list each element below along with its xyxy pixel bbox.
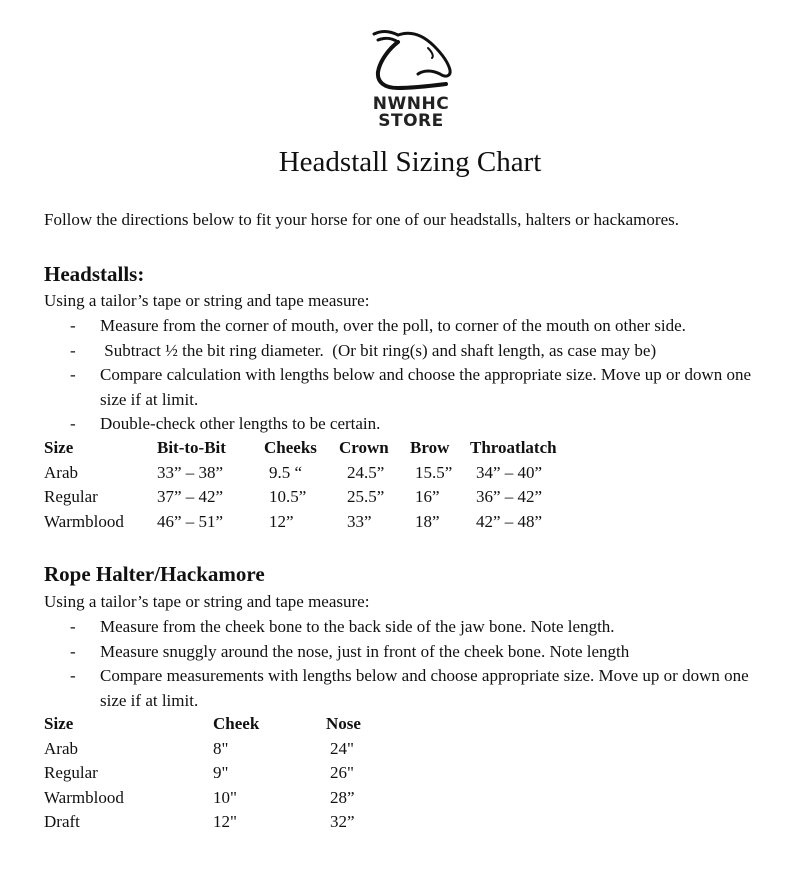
list-item: - Compare calculation with lengths below and choose the appropriate size. Move up or down one size if at limit.: [70, 365, 752, 409]
logo-text-line2: STORE: [378, 111, 444, 131]
list-item: - Measure from the cheek bone to the back side of the jaw bone. Note length.: [70, 617, 615, 636]
rope-halter-heading: Rope Halter/Hackamore: [44, 562, 265, 586]
headstalls-instructions: [44, 314, 774, 437]
column-header: Nose: [326, 714, 361, 733]
horse-head-icon: [368, 26, 454, 96]
intro-text: Follow the directions below to fit your horse for one of our headstalls, halters or hackamores.: [44, 210, 679, 229]
column-header: Bit-to-Bit: [157, 438, 226, 457]
column-header: Cheek: [213, 714, 260, 733]
column-header: Size: [44, 438, 74, 457]
column-header: Crown: [339, 438, 389, 457]
rope-halter-instructions: [44, 615, 774, 713]
column-header: Throatlatch: [470, 438, 557, 457]
list-item: - Subtract ½ the bit ring diameter. (Or bit ring(s) and shaft length, as case may be): [70, 340, 657, 360]
list-item: - Compare measurements with lengths below and choose appropriate size. Move up or down one size if at limit.: [70, 666, 749, 710]
list-item: - Measure from the corner of mouth, over the poll, to corner of the mouth on other side.: [70, 316, 686, 335]
list-item: - Measure snuggly around the nose, just in front of the cheek bone. Note length: [70, 641, 630, 661]
column-header: Brow: [410, 438, 450, 457]
store-logo: [366, 26, 456, 138]
logo-text-line1: NWNHC: [372, 94, 450, 114]
column-header: Size: [44, 714, 74, 733]
headstalls-lead: Using a tailor’s tape or string and tape measure:: [44, 291, 370, 310]
list-item: - Double-check other lengths to be certain.: [70, 414, 381, 433]
page-title: Headstall Sizing Chart: [278, 146, 542, 178]
rope-halter-lead: Using a tailor’s tape or string and tape measure:: [44, 592, 370, 611]
headstalls-heading: Headstalls:: [44, 262, 145, 286]
column-header: Cheeks: [264, 438, 317, 457]
